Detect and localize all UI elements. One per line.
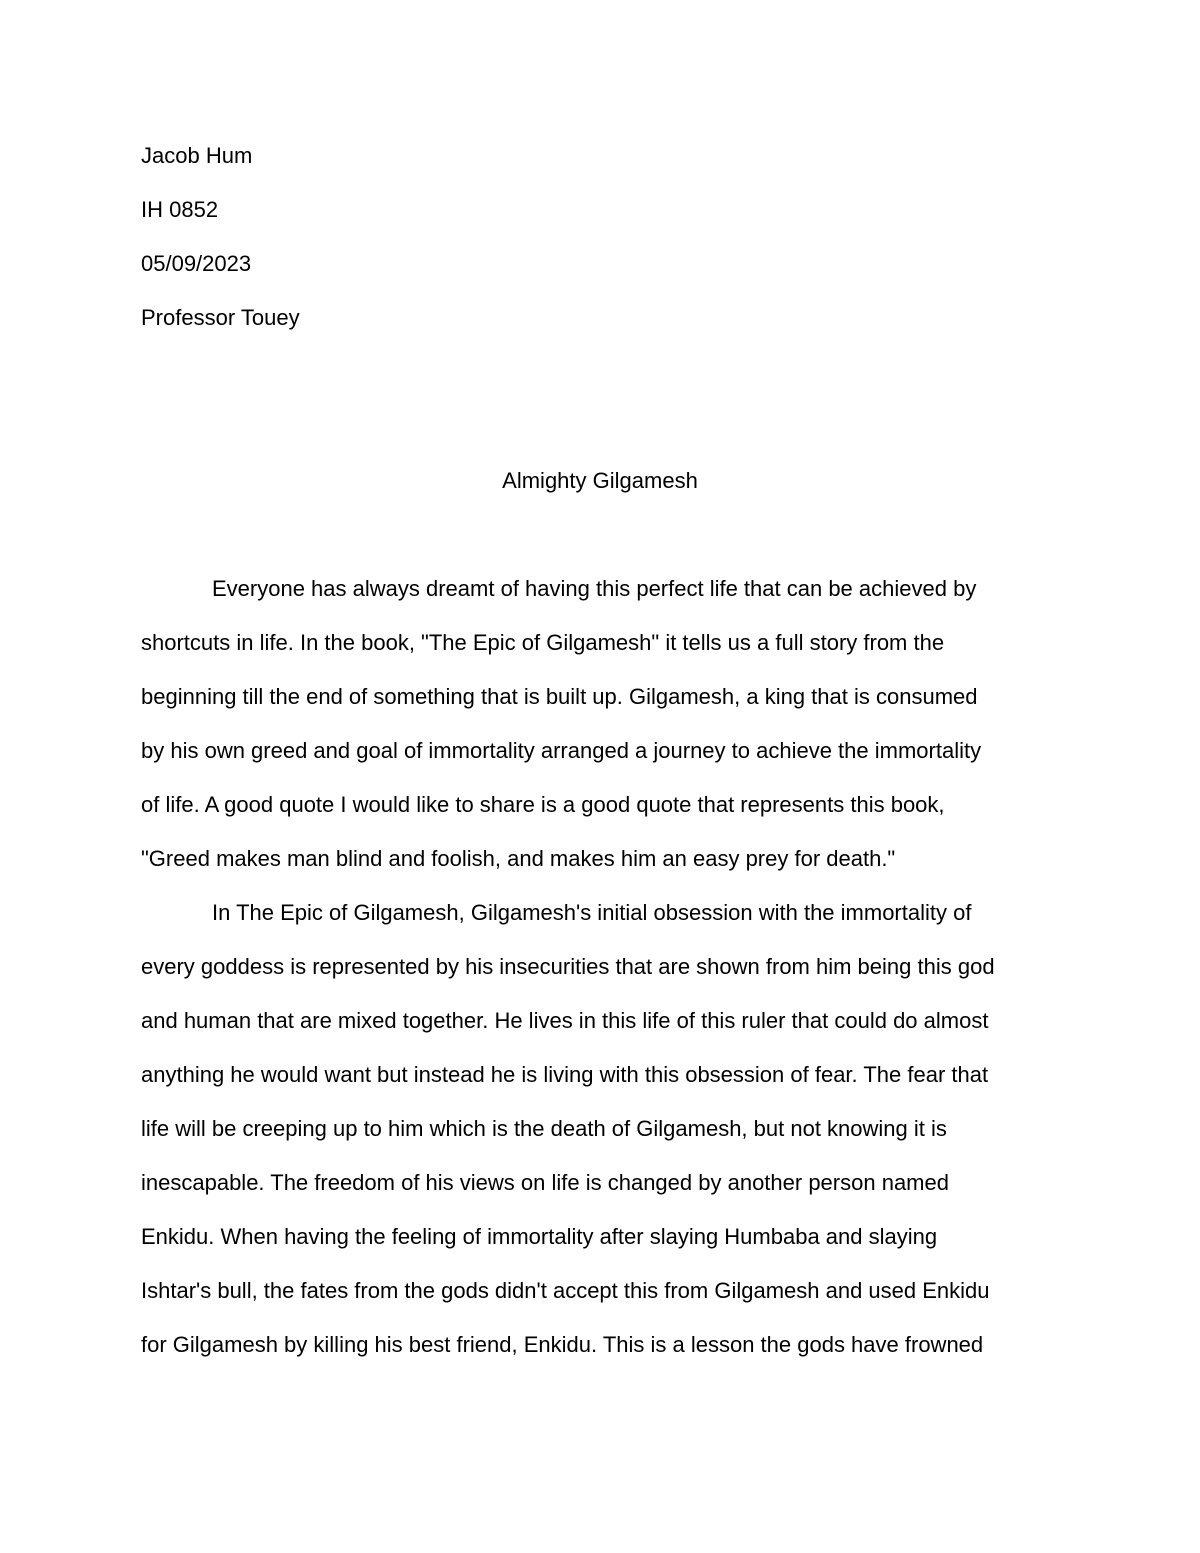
body-line: for Gilgamesh by killing his best friend, Enkidu. This is a lesson the gods have frowned: [141, 1332, 984, 1357]
body-line: "Greed makes man blind and foolish, and makes him an easy prey for death.": [141, 846, 896, 871]
course-code: IH 0852: [141, 197, 219, 222]
body-line: and human that are mixed together. He lives in this life of this ruler that could do almost: [141, 1008, 989, 1033]
body-line: anything he would want but instead he is living with this obsession of fear. The fear that: [141, 1062, 989, 1087]
essay-date: 05/09/2023: [141, 251, 252, 276]
body-line: inescapable. The freedom of his views on life is changed by another person named: [141, 1170, 949, 1195]
body-line: by his own greed and goal of immortality arranged a journey to achieve the immortality: [141, 738, 982, 763]
body-line: shortcuts in life. In the book, "The Epic of Gilgamesh" it tells us a full story from the: [141, 630, 945, 655]
body-line: life will be creeping up to him which is the death of Gilgamesh, but not knowing it is: [141, 1116, 947, 1141]
essay-title: Almighty Gilgamesh: [502, 468, 698, 493]
body-line: Everyone has always dreamt of having this perfect life that can be achieved by: [212, 576, 977, 601]
professor-name: Professor Touey: [141, 305, 300, 330]
body-line: every goddess is represented by his insecurities that are shown from him being this god: [141, 954, 995, 979]
author-name: Jacob Hum: [141, 143, 253, 168]
body-line: Enkidu. When having the feeling of immortality after slaying Humbaba and slaying: [141, 1224, 938, 1249]
body-line: beginning till the end of something that is built up. Gilgamesh, a king that is consumed: [141, 684, 978, 709]
body-line: Ishtar's bull, the fates from the gods didn't accept this from Gilgamesh and used Enkidu: [141, 1278, 990, 1303]
body-line: In The Epic of Gilgamesh, Gilgamesh's initial obsession with the immortality of: [212, 900, 972, 925]
body-line: of life. A good quote I would like to share is a good quote that represents this book,: [141, 792, 945, 817]
